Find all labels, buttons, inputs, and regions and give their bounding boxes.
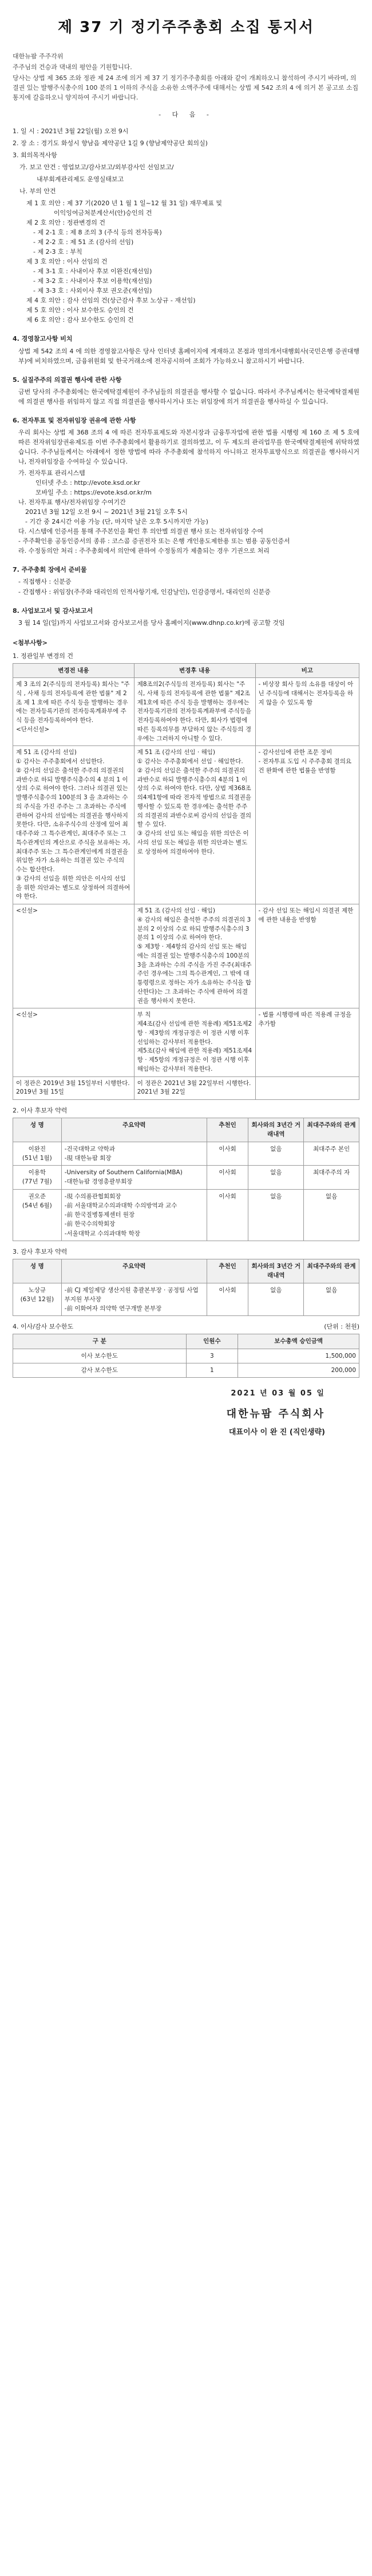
auditor-header: 주요약력 — [61, 1259, 207, 1283]
section5-text: 금번 당사의 주주총회에는 한국예탁결제원이 주주님들의 의결권을 행사할 수 없습니다. 따라서 주주님께서는 한국예탁결제원에 의결권 행사를 위임하지 않고 직접 의결권을 행사하시거나 또는 위임장에 의거 의결권을 행사하실 수 있습니다. — [18, 388, 359, 405]
director-header: 주요약력 — [61, 1118, 207, 1142]
director-header: 성 명 — [13, 1118, 62, 1142]
section6-line: 인터넷 주소 : http://evote.ksd.or.kr — [35, 479, 140, 487]
auditor-recommender: 이사회 — [207, 1283, 248, 1316]
director-career: -現 수의품관협회회장 -前 서울대학교수의과대학 수의방역과 교수 -前 한국질병통제센터 원장 -前 한국수의학회장 -서울대학교 수의과대학 학장 — [61, 1189, 207, 1241]
section7-list — [13, 577, 359, 596]
pay-header-row — [13, 1334, 359, 1349]
amend-after: 제8조의2(주식등의 전자등록) 회사는 "주식, 사채 등의 전자등록에 관한 법률" 제2조 제1호에 따른 주식 등을 발행하는 경우에는 전자등록기관의 전자등록계좌부에 주식등을 전자등록하여야 한다. 다만, 회사가 법령에 따른 등록의무를 부담하지 않는 주식등의 경우에는 그러하지 아니할 수 있다. — [134, 678, 255, 746]
amend-note: - 법률 시행령에 따른 적용례 규정을 추가함 — [255, 1008, 359, 1076]
director-row — [13, 1166, 359, 1190]
agenda-line: - 제 3-2 호 : 사내이사 후보 이용학(재선임) — [33, 277, 152, 285]
pay-header: 인원수 — [186, 1334, 238, 1349]
pay-header: 보수총액 승인금액 — [238, 1334, 359, 1349]
item-date: 1. 일 시 : 2021년 3월 22일(월) 오전 9시 — [13, 127, 129, 135]
auditor-table — [13, 1259, 359, 1316]
director-deals: 없음 — [248, 1189, 304, 1241]
director-table — [13, 1118, 359, 1241]
agenda-line: 제 1 호 의안 : 제 37 기(2020 년 1 월 1 일~12 월 31 일) 재무제표 및 — [26, 199, 222, 207]
attachment-label: <첨부사항> — [13, 639, 48, 647]
auditor-header: 성 명 — [13, 1259, 62, 1283]
amend-header-note: 비고 — [255, 663, 359, 677]
pay-row — [13, 1349, 359, 1363]
intro-greeting: 주주님의 건승과 댁내의 평안을 기원합니다. — [13, 63, 132, 71]
pay-heading: 4. 이사/감사 보수한도 — [13, 1323, 74, 1331]
pay-amount: 1,500,000 — [238, 1349, 359, 1363]
agenda-line: 제 4 호 의안 : 감사 선임의 건(상근감사 후보 노상규 - 재선임) — [26, 297, 196, 305]
agenda-line: - 제 2-1 호 : 제 8 조의 3 (주식 등의 전자등록) — [33, 229, 162, 236]
director-deals: 없음 — [248, 1142, 304, 1166]
director-row — [13, 1189, 359, 1241]
agenda-report-label2: 내부회계관리제도 운영실태보고 — [37, 175, 124, 183]
section6-line: - 주주확인용 공동인증서의 종류 : 코스콤 증권전자 또는 은행 개인용도제한용 또는 범용 공동인증서 — [18, 537, 290, 545]
section6-line: 다. 시스템에 인증서를 통해 주주본인을 확인 후 의안별 의결권 행사 또는 전자위임장 수여 — [18, 528, 263, 536]
signature-ceo: 대표이사 이 완 진 (직인생략) — [228, 1428, 325, 1437]
auditor-deals: 없음 — [248, 1283, 304, 1316]
intro-body: 당사는 상법 제 365 조와 정관 제 24 조에 의거 제 37 기 정기주주총회를 아래와 같이 개최하오니 참석하여 주시기 바라며, 의결권 있는 발행주식총수의 100 분의 1 이하의 주식을 소유한 소액주주에 대해서는 상법 제 542 조의 4 에 의거 본 공고로 소집통지에 갈음하오니 양지하여 주시기 바랍니다. — [13, 74, 359, 102]
pay-header: 구 분 — [13, 1334, 187, 1349]
page-title: 제 37 기 정기주주총회 소집 통지서 — [58, 19, 314, 36]
amend-after: 부 칙 제4조(감사 선임에 관한 적용례) 제51조제2항 · 제3항의 개정규정은 이 정관 시행 이후 선임하는 감사부터 적용한다. 제5조(감사 해임에 관한 적용례) 제51조제4항 · 제5항의 개정규정은 이 정관 시행 이후 해임하는 감사부터 적용한다. — [134, 1008, 255, 1076]
amend-after: 제 51 조 (감사의 선임 · 해임) ④ 감사의 해임은 출석한 주주의 의결권의 3분의 2 이상의 수로 하되 발행주식총수의 3분의 1 이상의 수로 하여야 한다. ⑤ 제3항 · 제4항의 감사의 선임 또는 해임에는 의결권 있는 발행주식총수의 100분의 3을 초과하는 수의 주식을 가진 주주(최대주주인 경우에는 그의 특수관계인, 그 밖에 대통령령으로 정하는 자가 소유하는 주식을 합산한다)는 그 초과하는 주식에 관하여 의결권을 행사하지 못한다. — [134, 904, 255, 1008]
pay-count: 3 — [186, 1349, 238, 1363]
director-table-wrap — [13, 1118, 359, 1241]
amend-body — [13, 678, 359, 1100]
auditor-relation: 없음 — [304, 1283, 359, 1316]
director-name: 권오준 (54년 6월) — [13, 1189, 62, 1241]
agenda-line: 제 5 호 의안 : 이사 보수한도 승인의 건 — [26, 306, 134, 314]
director-body — [13, 1142, 359, 1241]
pay-heading-row — [13, 1322, 359, 1331]
director-deals: 없음 — [248, 1166, 304, 1190]
auditor-header-row — [13, 1259, 359, 1283]
pay-amount: 200,000 — [238, 1363, 359, 1377]
section6-line: 라. 수정동의안 처리 : 주주총회에서 의안에 관하여 수정동의가 제출되는 경우 기권으로 처리 — [18, 547, 270, 555]
amend-note — [255, 1076, 359, 1100]
amend-after: 이 정관은 2021년 3월 22일부터 시행한다. 2021년 3월 22일 — [134, 1076, 255, 1100]
section7-line: - 간접행사 : 위임장(주주와 대리인의 인적사항기재, 인감날인), 인감증명서, 대리인의 신분증 — [18, 588, 271, 596]
section6-line: 가. 전자투표 관리시스템 — [18, 469, 85, 477]
intro-section — [13, 51, 359, 102]
amend-row — [13, 1008, 359, 1076]
section8-title: 8. 사업보고서 및 감사보고서 — [13, 607, 93, 615]
director-heading: 2. 이사 후보자 약력 — [13, 1107, 68, 1114]
amend-note: - 감사선임에 관한 조문 정비 - 전자투표 도입 시 주주총회 결의요건 완화에 관한 법률을 반영함 — [255, 746, 359, 904]
amend-before: <신설> — [13, 1008, 134, 1076]
amend-note: - 비상장 회사 등의 소유를 대상이 아닌 주식등에 대해서는 전자등록을 하지 않을 수 있도록 함 — [255, 678, 359, 746]
amend-header-after: 변경후 내용 — [134, 663, 255, 677]
amend-row — [13, 746, 359, 904]
amend-note: - 감사 선임 또는 해임시 의결권 제한에 관한 내용을 반영함 — [255, 904, 359, 1008]
director-career: -건국대학교 약학과 -現 대한뉴팜 회장 — [61, 1142, 207, 1166]
section4-text: 상법 제 542 조의 4 에 의한 경영참고사항은 당사 인터넷 홈페이지에 게재하고 본점과 명의개서대행회사(국민은행 증권대행부)에 비치하였으며, 금융위원회 및 한국거래소에 전자공시하여 조회가 가능하오니 참고하시기 바랍니다. — [18, 347, 359, 365]
amend-header-before: 변경전 내용 — [13, 663, 134, 677]
section6-list — [13, 468, 359, 556]
amend-header-row — [13, 663, 359, 677]
pay-category: 감사 보수한도 — [13, 1363, 187, 1377]
pay-count: 1 — [186, 1363, 238, 1377]
agenda-lines — [19, 198, 359, 325]
auditor-table-wrap — [13, 1259, 359, 1316]
director-header: 최대주주와의 관계 — [304, 1118, 359, 1142]
amend-before: 이 정관은 2019년 3월 15일부터 시행한다. 2019년 3월 15일 — [13, 1076, 134, 1100]
intro-addressee: 대한뉴팜 주주각위 — [13, 53, 64, 61]
director-recommender: 이사회 — [207, 1142, 248, 1166]
auditor-header: 추천인 — [207, 1259, 248, 1283]
auditor-heading: 3. 감사 후보자 약력 — [13, 1247, 68, 1255]
director-row — [13, 1142, 359, 1166]
auditor-header: 최대주주와의 관계 — [304, 1259, 359, 1283]
agenda-line: 제 2 호 의안 : 정관변경의 건 — [26, 218, 105, 226]
pay-row — [13, 1363, 359, 1377]
pay-table — [13, 1334, 359, 1378]
director-recommender: 이사회 — [207, 1166, 248, 1190]
director-recommender: 이사회 — [207, 1189, 248, 1241]
section6-title: 6. 전자투표 및 전자위임장 권유에 관한 사항 — [13, 416, 136, 424]
signature-block — [13, 1388, 359, 1438]
auditor-body — [13, 1283, 359, 1316]
director-relation: 최대주주의 자 — [304, 1166, 359, 1190]
auditor-name: 노상규 (63년 12월) — [13, 1283, 62, 1316]
pay-category: 이사 보수한도 — [13, 1349, 187, 1363]
section6-line: 모바일 주소 : https://evote.ksd.or.kr/m — [35, 489, 152, 497]
items-list — [13, 126, 359, 160]
agenda-section — [13, 162, 359, 325]
agenda-line: - 제 2-3 호 : 부칙 — [33, 248, 82, 256]
agenda-line: 제 3 호 의안 : 이사 선임의 건 — [26, 258, 108, 266]
director-relation: 없음 — [304, 1189, 359, 1241]
amend-after: 제 51 조 (감사의 선임 · 해임) ① 감사는 주주총회에서 선임 · 해임한다. ② 감사의 선임은 출석한 주주의 의결권의 과반수로 하되 발행주식총수의 4분의 1 이상의 수로 하여야 한다. 다만, 상법 제368조의4제1항에 따라 전자적 방법으로 의결권을 행사할 수 있도록 한 경우에는 출석한 주주의 의결권의 과반수로써 감사의 선임을 결의할 수 있다. ③ 감사의 선임 또는 해임을 위한 의안은 이사의 선임 또는 해임을 위한 의안과는 별도로 상정하여 의결하여야 한다. — [134, 746, 255, 904]
director-name: 이완진 (51년 1월) — [13, 1142, 62, 1166]
amend-table-wrap — [13, 663, 359, 1100]
agenda-line: - 제 3-3 호 : 사외이사 후보 권오준(재선임) — [33, 287, 152, 295]
amend-before: <신설> — [13, 904, 134, 1008]
center-heading: - 다 음 - — [159, 110, 213, 118]
director-relation: 최대주주 본인 — [304, 1142, 359, 1166]
pay-table-wrap — [13, 1334, 359, 1378]
section5-title: 5. 실질주주의 의결권 행사에 관한 사항 — [13, 376, 122, 384]
section6-text: 우리 회사는 상법 제 368 조의 4 에 따른 전자투표제도와 자본시장과 금융투자업에 관한 법률 시행령 제 160 조 제 5 호에 따른 전자위임장권유제도를 이번 주주총회에서 활용하기로 결의하였고, 이 두 제도의 관리업무를 한국예탁결제원에 위탁하였습니다. 주주님들께서는 아래에서 정한 방법에 따라 주주총회에 참석하지 아니하고 전자투표방식으로 의결권을 행사하시거나, 전자위임장을 수여하실 수 있습니다. — [18, 428, 359, 465]
agenda-line: 제 6 호 의안 : 감사 보수한도 승인의 건 — [26, 316, 134, 324]
director-name: 이용학 (77년 7월) — [13, 1166, 62, 1190]
amend-table — [13, 663, 359, 1100]
section7-line: - 직접행사 : 신분증 — [18, 578, 72, 586]
amend-before: 제 3 조의 2(주식등의 전자등록) 회사는 "주식 , 사채 등의 전자등록에 관한 법률" 제 2 조 제 1 호에 따른 주식 등을 발행하는 경우에는 전자등록기관의 전자등록계좌부에 주식 등을 전자등록하여야 한다. <단서신설> — [13, 678, 134, 746]
amend-row — [13, 1076, 359, 1100]
auditor-row — [13, 1283, 359, 1316]
director-header: 추천인 — [207, 1118, 248, 1142]
agenda-report-label: 가. 보고 안건 : 영업보고/감사보고/외부감사인 선임보고/ — [19, 163, 174, 171]
agenda-resolution-label: 나. 부의 안건 — [19, 187, 56, 195]
amend-before: 제 51 조 (감사의 선임) ① 감사는 주주총회에서 선임한다. ② 감사의 선임은 출석한 주주의 의결권의 과반수로 하되 발행주식총수의 4 분의 1 이상의 수로 하여야 한다. 그러나 의결권 있는 발행주식총수의 100분의 3 을 초과하는 수의 주식을 가진 주주는 그 초과하는 주식에 관하여 감사의 선임에는 의결권을 행사하지 못한다. 다만, 소유주식수의 산정에 있어 최대주주와 그 특수관계인, 최대주주 또는 그 특수관계인의 계산으로 주식을 보유하는 자, 최대주주 또는 그 특수관계인에게 의결권을 위임한 자가 소유하는 의결권 있는 주식의 수는 합산한다. ③ 감사의 선임을 위한 의안은 이사의 선임을 위한 의안과는 별도로 상정하여 의결하여야 한다. — [13, 746, 134, 904]
amend-heading: 1. 정관일부 변경의 건 — [13, 652, 73, 660]
item-location: 2. 장 소 : 경기도 화성시 향남읍 제약공단 1길 9 (향남제약공단 회의실) — [13, 139, 208, 147]
auditor-career: -前 CJ 제일제당 생산지원 총괄본부장 · 공정팀 사업부지원 부사장 -前 이화여자 의약학 연구개발 본부장 — [61, 1283, 207, 1316]
auditor-header: 회사와의 3년간 거래내역 — [248, 1259, 304, 1283]
signature-company: 대한뉴팜 주식회사 — [226, 1408, 325, 1421]
agenda-line: 이익잉여금처분계산서(안)승인의 건 — [54, 209, 152, 217]
amend-row — [13, 678, 359, 746]
section6-line: 나. 전자투표 행사/전자위임장 수여기간 — [18, 499, 126, 507]
item-agenda-title: 3. 회의목적사항 — [13, 151, 57, 159]
director-header: 회사와의 3년간 거래내역 — [248, 1118, 304, 1142]
section7-title: 7. 주주총회 장에서 준비물 — [13, 566, 87, 574]
agenda-line: - 제 3-1 호 : 사내이사 후보 이완진(재선임) — [33, 268, 152, 276]
director-header-row — [13, 1118, 359, 1142]
section8-text: 3 월 14 일(일)까지 사업보고서와 감사보고서를 당사 홈페이지(www.dhnp.co.kr)에 공고할 것임 — [18, 619, 285, 627]
pay-unit: (단위 : 천원) — [324, 1323, 359, 1331]
section6-line: - 기간 중 24시간 이용 가능 (단, 마지막 날은 오후 5시까지만 가능) — [25, 518, 208, 526]
section4-title: 4. 경영참고사항 비치 — [13, 335, 73, 343]
section6-line: 2021년 3월 12일 오전 9시 ~ 2021년 3월 21일 오후 5시 — [25, 508, 188, 516]
director-career: -University of Southern California(MBA) -대한뉴팜 경영총괄부회장 — [61, 1166, 207, 1190]
signature-date: 2021 년 03 월 05 일 — [231, 1389, 325, 1398]
agenda-line: - 제 2-2 호 : 제 51 조 (감사의 선임) — [33, 238, 134, 246]
amend-row — [13, 904, 359, 1008]
